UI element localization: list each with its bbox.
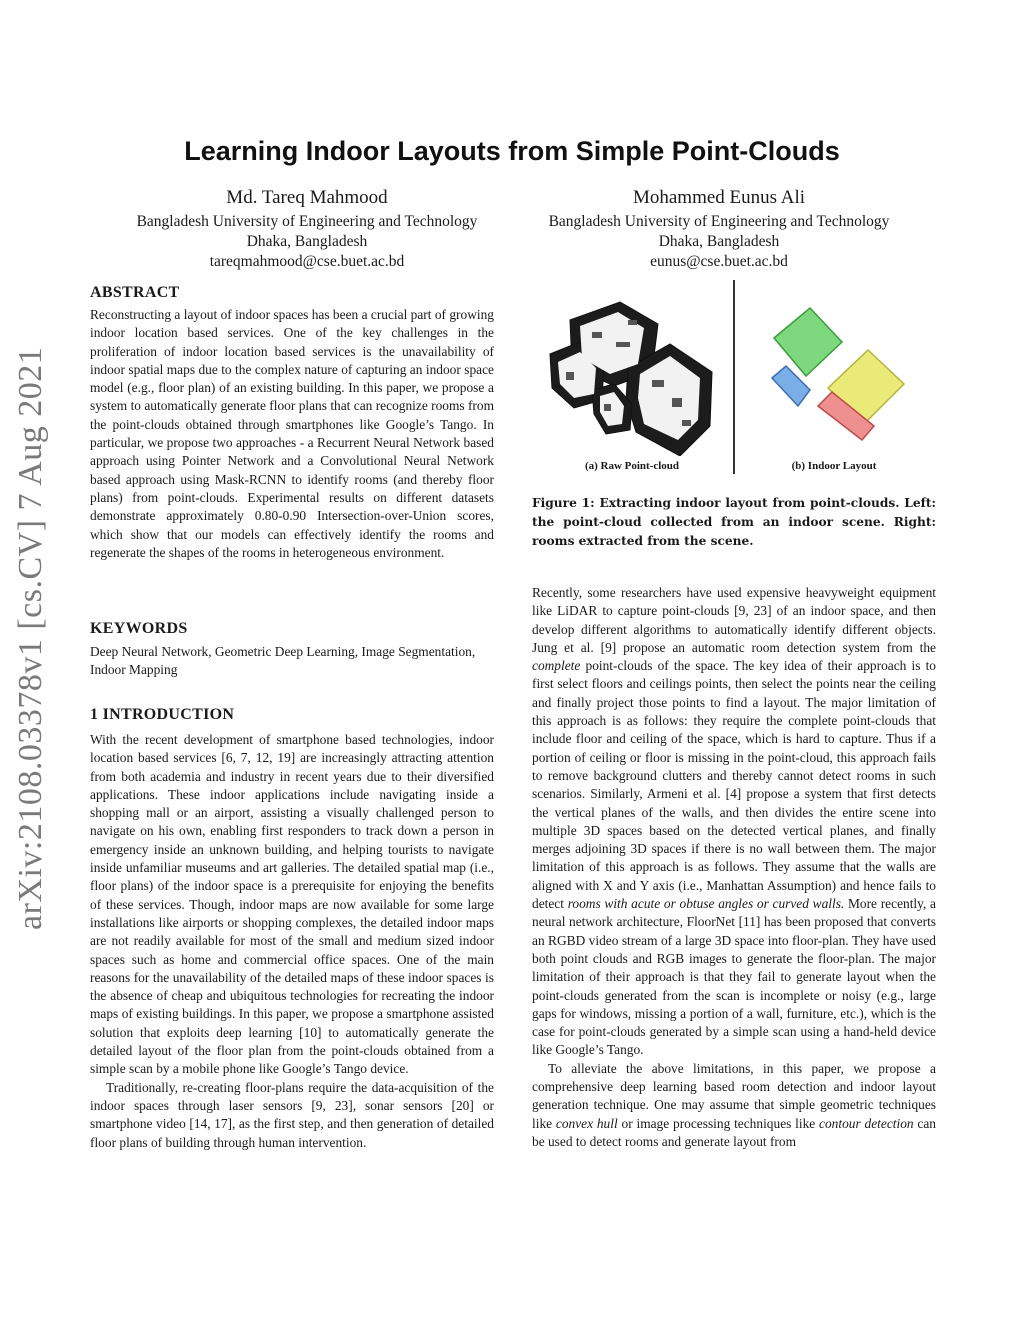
indoor-layout-image (744, 280, 934, 456)
figure-caption-text: Figure 1: Extracting indoor layout from point-clouds. Left: the point-cloud collected from an indoor scene. Right: rooms extracted from the scene. (532, 496, 936, 548)
figure-caption (532, 494, 936, 551)
arxiv-identifier-stamp: arXiv:2108.03378v1 [cs.CV] 7 Aug 2021 (12, 346, 49, 930)
paper-title: Learning Indoor Layouts from Simple Point-Clouds (184, 136, 840, 166)
intro-paragraph-1: With the recent development of smartphone based technologies, indoor location based services [6, 7, 12, 19] are increasingly attracting attention from both academia and industry in recent years due to their diversified applications. These indoor applications include navigating inside a shopping mall or an airport, assisting a visually challenged person to navigate on his own, enabling first responders to track down a person in emergency inside an unknown building, and helping tourists to navigate inside unfamiliar museums and art galleries. The detailed spatial map (i.e., floor plans) of the indoor space is a prerequisite for enjoying the benefits of these services. Though, indoor maps are now available for some large installations like airports or shopping complexes, the detailed indoor maps are not readily available for most of the small and medium sized indoor spaces such as home and commercial office spaces. One of the main reasons for the unavailability of the detailed maps of these indoor spaces is the absence of cheap and ubiquitous technologies for recreating the indoor maps of existing buildings. In this paper, we propose a smartphone assisted solution that exploits deep learning [10] to automatically generate the detailed layout of the floor plan from the point-clouds obtained from a simple scan by a mobile phone like Google’s Tango device. (90, 732, 494, 1077)
right-paragraph-1: Recently, some researchers have used expensive heavyweight equipment like LiDAR to capture point-clouds [9, 23] of an indoor space, and then develop different algorithms to automatically identify different objects. Jung et al. [9] propose an automatic room detection system from the complete point-clouds of the space. The key idea of their approach is to first select floors and ceilings points, then select the points near the ceiling and finally project those points to find a layout. The major limitation of this approach is as follows: they require the complete point-clouds that include floor and ceiling of the space, which is hard to capture. Thus if a portion of ceiling or floor is missing in the point-cloud, this approach fails to remove background clutters and thereby cannot detect rooms in such scenarios. Similarly, Armeni et al. [4] propose a system that first detects the vertical planes of the walls, and then divides the entire scene into multiple 3D spaces based on the detected vertical planes, and finally merges adjoining 3D spaces if there is no wall between them. The major limitation of this approach is as follows. They assume that the walls are aligned with X and Y axis (i.e., Manhattan Assumption) and hence fails to detect rooms with acute or obtuse angles or curved walls. More recently, a neural network architecture, FloorNet [11] has been proposed that converts an RGBD video stream of a large 3D space into floor-plan. They have used both point clouds and RGB images to generate the floor-plan. The major limitation of their approach is that they fail to generate layout when the point-clouds generated from the scan is incomplete or noisy (e.g., large gaps for windows, missing a portion of a wall, furniture, etc.), which is the case for point-clouds generated by a simple scan using a hand-held device like Google’s Tango. (532, 585, 936, 1058)
room-green (774, 308, 842, 376)
author-email: eunus@cse.buet.ac.bd (650, 253, 788, 270)
author-block (97, 186, 517, 272)
abstract-heading: ABSTRACT (90, 284, 180, 301)
author-location: Dhaka, Bangladesh (246, 233, 368, 250)
figure-subcaption-a: (a) Raw Point-cloud (584, 460, 680, 472)
author-affiliation: Bangladesh University of Engineering and Technology (548, 213, 890, 230)
right-column-body (532, 584, 936, 1151)
keywords-heading: KEYWORDS (90, 620, 188, 637)
keywords-body (90, 643, 494, 680)
author-location: Dhaka, Bangladesh (658, 233, 780, 250)
introduction-body (90, 731, 494, 1152)
right-paragraph-2: To alleviate the above limitations, in this paper, we propose a comprehensive deep learning based room detection and indoor layout generation technique. One may assume that simple geometric techniques like convex hull or image processing techniques like contour detection can be used to detect rooms and generate layout from (532, 1060, 936, 1149)
author-block (509, 186, 929, 272)
author-email: tareqmahmood@cse.buet.ac.bd (209, 253, 405, 270)
figure-subcaption-b: (b) Indoor Layout (791, 460, 877, 472)
figure-divider (733, 280, 735, 474)
introduction-heading: 1 INTRODUCTION (90, 706, 235, 723)
abstract-body (90, 306, 494, 562)
figure-1 (532, 280, 936, 480)
abstract-paragraph: Reconstructing a layout of indoor spaces has been a crucial part of growing indoor location based services. One of the key challenges in the proliferation of indoor location based services is the unavailability of indoor spatial maps due to the complex nature of capturing an indoor space model (e.g., floor plan) of an existing building. In this paper, we propose a system to automatically generate floor plans that can recognize rooms from the point-clouds obtained through smartphones like Google’s Tango. In particular, we propose two approaches - a Recurrent Neural Network based approach using Pointer Network and a Convolutional Neural Network based approach using Mask-RCNN to identify rooms (and thereby floor plans) from point-clouds. Experimental results on different datasets demonstrate approximately 0.80-0.90 Intersection-over-Union scores, which show that our models can effectively identify the rooms and regenerate the shapes of the rooms in heterogeneous environment. (90, 307, 494, 560)
author-name: Md. Tareq Mahmood (226, 187, 388, 208)
author-affiliation: Bangladesh University of Engineering and Technology (136, 213, 478, 230)
point-cloud-image (532, 280, 732, 456)
keywords-list: Deep Neural Network, Geometric Deep Learning, Image Segmentation, Indoor Mapping (90, 644, 476, 678)
author-name: Mohammed Eunus Ali (632, 187, 806, 208)
intro-paragraph-2: Traditionally, re-creating floor-plans require the data-acquisition of the indoor spaces through laser sensors [9, 23], sonar sensors [20] or smartphone video [14, 17], as the first step, and then generation of detailed floor plans of building through human intervention. (90, 1079, 494, 1150)
